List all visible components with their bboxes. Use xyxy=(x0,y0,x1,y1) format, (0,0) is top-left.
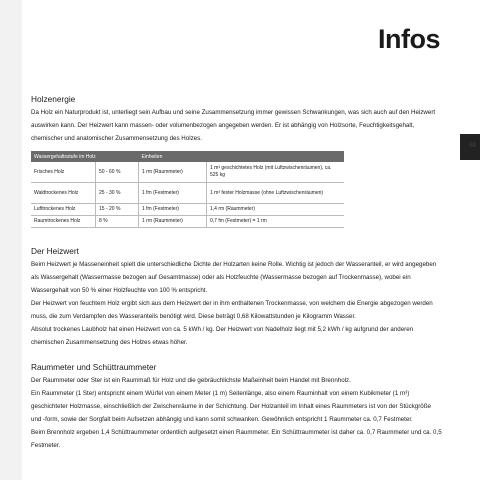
table-cell: Frisches Holz xyxy=(31,162,96,183)
section-holzenergie xyxy=(31,93,442,228)
table-cell: 1 m³ fester Holzmasse (ohne Luftzwischenräumen) xyxy=(207,183,345,204)
table-cell: 1 m³ geschichtetes Holz (mit Luftzwischenräumen), ca. 525 kg xyxy=(207,162,345,183)
page-title: Infos xyxy=(378,24,440,54)
holzenergie-text: Da Holz ein Naturprodukt ist, unterliegt sein Aufbau und seine Zusammensetzung immer gewissen Schwankungen, was sich auch auf den Heizwert auswirken kann. Der Heizwert kann massen- oder volumenbezogen angegeben werden. Er ist abhängig von Holzsorte, Feuchtigkeitsgehalt, chemischer und anatomischer Zusammensetzung des Holzes. xyxy=(31,109,436,142)
table-row xyxy=(31,162,344,183)
table-cell: 1,4 rm (Raummeter) xyxy=(207,204,345,216)
table-cell: 50 - 60 % xyxy=(96,162,139,183)
table-cell: 1 fm (Festmeter) xyxy=(139,204,207,216)
raummeter-paragraph-3: Beim Brennholz ergeben 1,4 Schüttraummeter ordentlich aufgesetzt einen Raummeter. Ein Schüttraummeter ist daher ca. 0,7 Raummeter und ca. 0,5 Festmeter. xyxy=(31,429,442,449)
table-cell: 25 - 30 % xyxy=(96,183,139,204)
heading-holzenergie: Holzenergie xyxy=(31,94,76,104)
section-heizwert xyxy=(31,245,442,349)
table-cell: 1 rm (Raummeter) xyxy=(139,162,207,183)
table-row xyxy=(31,216,344,228)
table-header: Einheiten xyxy=(139,151,345,162)
heading-heizwert: Der Heizwert xyxy=(31,246,79,256)
raummeter-paragraph-1: Der Raummeter oder Ster ist ein Raummaß für Holz und die gebräuchlichste Maßeinheit beim Handel mit Brennholz. xyxy=(31,377,351,384)
table-cell: 15 - 20 % xyxy=(96,204,139,216)
section-raummeter xyxy=(31,361,442,452)
table-cell: Lufttrockenes Holz xyxy=(31,204,96,216)
raummeter-paragraph-2: Ein Raummeter (1 Ster) entspricht einem Würfel von einem Meter (1 m) Seitenlänge, also einem Rauminhalt von einem Kubikmeter (1 m³) geschichteter Holzmasse, einschließlich der Zwischenräume in der Schichtung. Der Holzanteil im Inhalt eines Raummeters ist von der Stückgröße und -form, sowie der Sorgfalt beim Aufsetzen abhängig und kann somit schwanken. Gewöhnlich entspricht 1 Raummeter ca. 0,7 Festmeter. xyxy=(31,390,431,423)
content-area xyxy=(31,93,442,452)
table-row xyxy=(31,204,344,216)
heizwert-paragraph-2: Der Heizwert von feuchtem Holz ergibt sich aus dem Heizwert der in ihm enthaltenen Trockenmasse, von welchem die Energie abgezogen werden muss, die zum Verdampfen des Wasseranteils benötigt wird. Diese beträgt 0,68 Kilowattstunden je Kilogramm Wasser. xyxy=(31,300,433,320)
heizwert-paragraph-1: Beim Heizwert je Masseneinheit spielt die unterschiedliche Dichte der Holzarten keine Rolle. Wichtig ist jedoch der Wasseranteil, er wird angegeben als Wassergehalt (Wassermasse bezogen auf Gesamtmasse) oder als Holzfeuchte (Wassermasse bezogen auf Trockenmasse), wobei ein Wassergehalt von 50 % einer Holzfeuchte von 100 % entspricht. xyxy=(31,261,437,294)
table-cell: 1 fm (Festmeter) xyxy=(139,183,207,204)
table-cell: 0,7 fm (Festmeter) = 1 rm xyxy=(207,216,345,228)
table-row xyxy=(31,183,344,204)
table-cell: Raumtrockenes Holz xyxy=(31,216,96,228)
page-number: 59 xyxy=(469,143,476,149)
moisture-table xyxy=(31,151,344,228)
page-gutter xyxy=(0,0,22,480)
table-header: Wassergehaltsstufe im Holz xyxy=(31,151,139,162)
table-cell: Waldtrockenes Holz xyxy=(31,183,96,204)
table-cell: 8 % xyxy=(96,216,139,228)
heading-raummeter: Raummeter und Schüttraummeter xyxy=(31,362,157,372)
table-cell: 1 rm (Raummeter) xyxy=(139,216,207,228)
table-header-row xyxy=(31,151,344,162)
heizwert-paragraph-3: Absolut trockenes Laubholz hat einen Heizwert von ca. 5 kWh / kg. Der Heizwert von Nadelholz liegt mit 5,2 kWh / kg aufgrund der anderen chemischen Zusammensetzung des Holzes etwas höher. xyxy=(31,326,414,346)
